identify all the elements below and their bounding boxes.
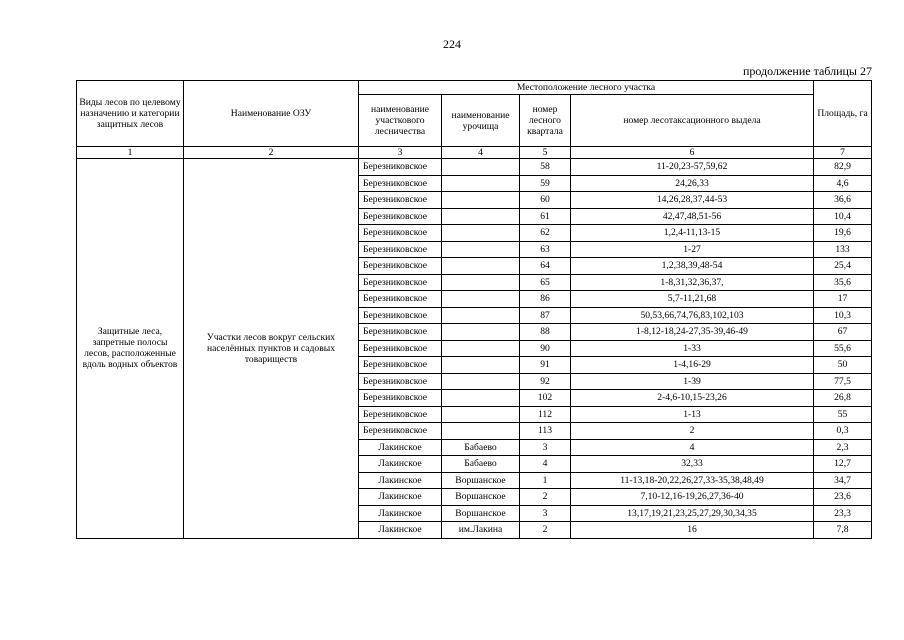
cell-area: 82,9	[814, 159, 872, 176]
cell-quarter: 2	[520, 522, 571, 539]
cell-area: 67	[814, 324, 872, 341]
cell-forestry: Березниковское	[359, 406, 442, 423]
cell-quarter: 102	[520, 390, 571, 407]
cell-area: 55	[814, 406, 872, 423]
cell-plots: 1-27	[571, 241, 814, 258]
cell-area: 10,4	[814, 208, 872, 225]
cell-quarter: 60	[520, 192, 571, 209]
cell-ozu-name: Участки лесов вокруг сельских населённых пунктов и садовых товариществ	[184, 159, 359, 539]
cell-forestry: Лакинское	[359, 505, 442, 522]
header-forest-type: Виды лесов по целевому назначению и категории защитных лесов	[77, 81, 184, 147]
cell-area: 17	[814, 291, 872, 308]
cell-tract	[442, 208, 520, 225]
cell-area: 35,6	[814, 274, 872, 291]
cell-quarter: 1	[520, 472, 571, 489]
cell-tract: Воршанское	[442, 489, 520, 506]
cell-plots: 5,7-11,21,68	[571, 291, 814, 308]
cell-tract	[442, 274, 520, 291]
cell-quarter: 3	[520, 505, 571, 522]
cell-tract	[442, 357, 520, 374]
cell-tract	[442, 225, 520, 242]
cell-area: 55,6	[814, 340, 872, 357]
cell-area: 50	[814, 357, 872, 374]
column-number: 2	[184, 147, 359, 159]
cell-area: 77,5	[814, 373, 872, 390]
column-numbers-row	[77, 147, 872, 159]
cell-forestry: Лакинское	[359, 439, 442, 456]
cell-area: 34,7	[814, 472, 872, 489]
cell-area: 7,8	[814, 522, 872, 539]
cell-forestry: Березниковское	[359, 241, 442, 258]
cell-plots: 4	[571, 439, 814, 456]
cell-forestry: Березниковское	[359, 208, 442, 225]
cell-forestry: Березниковское	[359, 390, 442, 407]
cell-forestry: Березниковское	[359, 274, 442, 291]
cell-tract	[442, 258, 520, 275]
cell-tract	[442, 423, 520, 440]
cell-quarter: 3	[520, 439, 571, 456]
cell-area: 23,6	[814, 489, 872, 506]
cell-quarter: 61	[520, 208, 571, 225]
cell-area: 133	[814, 241, 872, 258]
cell-plots: 14,26,28,37,44-53	[571, 192, 814, 209]
cell-area: 4,6	[814, 175, 872, 192]
cell-plots: 1-39	[571, 373, 814, 390]
cell-plots: 2-4,6-10,15-23,26	[571, 390, 814, 407]
cell-area: 36,6	[814, 192, 872, 209]
cell-area: 23,3	[814, 505, 872, 522]
cell-tract: Бабаево	[442, 456, 520, 473]
cell-forest-type: Защитные леса, запретные полосы лесов, расположенные вдоль водных объектов	[77, 159, 184, 539]
cell-tract	[442, 291, 520, 308]
page-number: 224	[443, 37, 461, 51]
cell-plots: 7,10-12,16-19,26,27,36-40	[571, 489, 814, 506]
cell-forestry: Березниковское	[359, 192, 442, 209]
cell-forestry: Лакинское	[359, 522, 442, 539]
cell-tract	[442, 406, 520, 423]
cell-quarter: 65	[520, 274, 571, 291]
cell-forestry: Березниковское	[359, 159, 442, 176]
cell-forestry: Березниковское	[359, 373, 442, 390]
column-number: 7	[814, 147, 872, 159]
cell-quarter: 64	[520, 258, 571, 275]
cell-quarter: 2	[520, 489, 571, 506]
cell-area: 25,4	[814, 258, 872, 275]
cell-plots: 1-8,31,32,36,37,	[571, 274, 814, 291]
header-location-group: Местоположение лесного участка	[359, 81, 814, 95]
column-number: 3	[359, 147, 442, 159]
cell-tract	[442, 175, 520, 192]
cell-quarter: 112	[520, 406, 571, 423]
header-forestry: наименование участкового лесничества	[359, 95, 442, 147]
cell-area: 10,3	[814, 307, 872, 324]
cell-plots: 13,17,19,21,23,25,27,29,30,34,35	[571, 505, 814, 522]
cell-plots: 2	[571, 423, 814, 440]
cell-plots: 16	[571, 522, 814, 539]
header-area: Площадь, га	[814, 81, 872, 147]
cell-tract: Воршанское	[442, 505, 520, 522]
cell-plots: 32,33	[571, 456, 814, 473]
cell-plots: 1-13	[571, 406, 814, 423]
cell-quarter: 58	[520, 159, 571, 176]
cell-forestry: Лакинское	[359, 472, 442, 489]
cell-quarter: 63	[520, 241, 571, 258]
cell-plots: 11-20,23-57,59,62	[571, 159, 814, 176]
cell-plots: 11-13,18-20,22,26,27,33-35,38,48,49	[571, 472, 814, 489]
column-number: 5	[520, 147, 571, 159]
cell-forestry: Березниковское	[359, 258, 442, 275]
cell-quarter: 90	[520, 340, 571, 357]
cell-tract: Бабаево	[442, 439, 520, 456]
column-number: 6	[571, 147, 814, 159]
cell-plots: 50,53,66,74,76,83,102,103	[571, 307, 814, 324]
cell-plots: 1-8,12-18,24-27,35-39,46-49	[571, 324, 814, 341]
cell-forestry: Березниковское	[359, 175, 442, 192]
cell-plots: 24,26,33	[571, 175, 814, 192]
cell-tract	[442, 390, 520, 407]
table-row	[77, 159, 872, 176]
cell-tract	[442, 324, 520, 341]
cell-tract	[442, 241, 520, 258]
cell-forestry: Березниковское	[359, 291, 442, 308]
column-number: 1	[77, 147, 184, 159]
cell-forestry: Березниковское	[359, 307, 442, 324]
table-caption: продолжение таблицы 27	[742, 64, 872, 78]
cell-plots: 1,2,4-11,13-15	[571, 225, 814, 242]
header-quarter: номер лесного квартала	[520, 95, 571, 147]
cell-area: 12,7	[814, 456, 872, 473]
cell-area: 0,3	[814, 423, 872, 440]
cell-forestry: Лакинское	[359, 489, 442, 506]
cell-forestry: Березниковское	[359, 324, 442, 341]
cell-area: 26,8	[814, 390, 872, 407]
cell-tract	[442, 192, 520, 209]
cell-quarter: 87	[520, 307, 571, 324]
cell-tract	[442, 340, 520, 357]
header-ozu-name: Наименование ОЗУ	[184, 81, 359, 147]
cell-plots: 1,2,38,39,48-54	[571, 258, 814, 275]
cell-tract	[442, 307, 520, 324]
column-number: 4	[442, 147, 520, 159]
cell-forestry: Березниковское	[359, 423, 442, 440]
cell-forestry: Лакинское	[359, 456, 442, 473]
cell-plots: 1-33	[571, 340, 814, 357]
cell-tract: им.Лакина	[442, 522, 520, 539]
cell-forestry: Березниковское	[359, 225, 442, 242]
cell-tract	[442, 373, 520, 390]
cell-tract: Воршанское	[442, 472, 520, 489]
cell-quarter: 86	[520, 291, 571, 308]
cell-quarter: 59	[520, 175, 571, 192]
cell-quarter: 62	[520, 225, 571, 242]
header-plots: номер лесотаксационного выдела	[571, 95, 814, 147]
forest-plots-table	[76, 80, 872, 539]
cell-quarter: 91	[520, 357, 571, 374]
header-tract: наименование урочища	[442, 95, 520, 147]
cell-plots: 1-4,16-29	[571, 357, 814, 374]
cell-tract	[442, 159, 520, 176]
cell-forestry: Березниковское	[359, 340, 442, 357]
cell-quarter: 4	[520, 456, 571, 473]
cell-area: 2,3	[814, 439, 872, 456]
cell-quarter: 88	[520, 324, 571, 341]
cell-plots: 42,47,48,51-56	[571, 208, 814, 225]
cell-area: 19,6	[814, 225, 872, 242]
cell-forestry: Березниковское	[359, 357, 442, 374]
cell-quarter: 113	[520, 423, 571, 440]
table-body	[77, 159, 872, 539]
cell-quarter: 92	[520, 373, 571, 390]
